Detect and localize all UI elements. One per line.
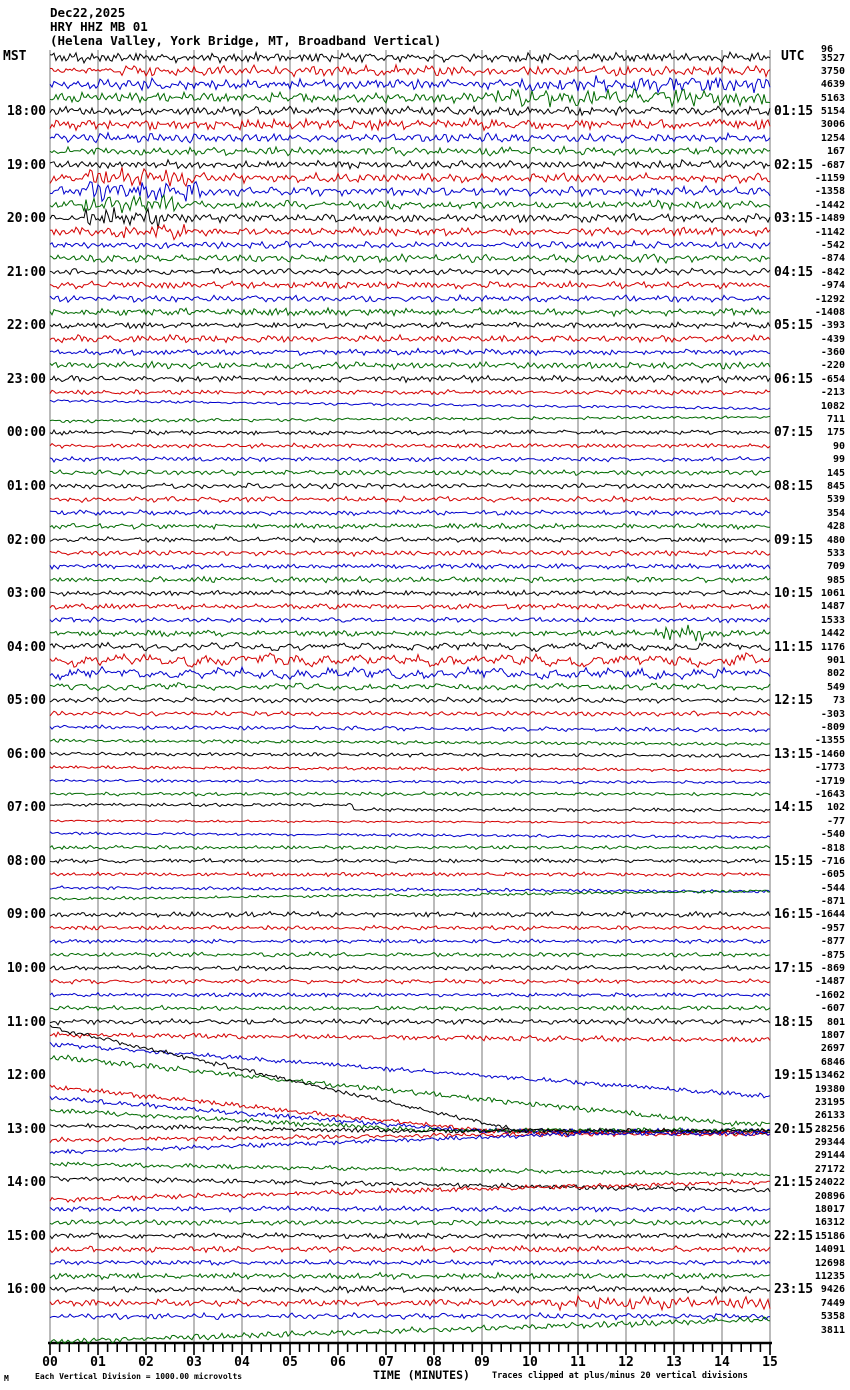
seismo-trace-0630: [50, 779, 770, 784]
seismo-trace-1530: [50, 1260, 770, 1266]
offset-value: 1082: [820, 400, 845, 412]
offset-value: 711: [826, 414, 845, 426]
utc-label-0115: 01:15: [774, 104, 814, 120]
seismo-trace-2345: [50, 416, 770, 423]
offset-value: -439: [820, 333, 845, 345]
mst-label-0100: 01:00: [6, 478, 46, 494]
seismo-trace-0400: [50, 642, 770, 651]
offset-value: 19380: [814, 1083, 845, 1095]
seismo-trace-2300: [50, 375, 770, 382]
mst-label-0200: 02:00: [6, 532, 46, 548]
seismo-trace-0415: [50, 653, 770, 667]
left-axis-header: MST: [3, 49, 27, 64]
offset-value: 20896: [814, 1190, 845, 1202]
offset-value: -1292: [814, 293, 845, 305]
utc-label-1715: 17:15: [774, 961, 814, 977]
corner-mark: M: [4, 1374, 9, 1383]
seismo-trace-1200: [50, 1025, 770, 1135]
seismo-trace-1800: [50, 106, 770, 115]
minute-label-06: 06: [330, 1355, 346, 1370]
offset-value: 901: [826, 655, 845, 667]
offset-value: 167: [826, 146, 845, 158]
mst-label-0400: 04:00: [6, 639, 46, 655]
mst-label-0800: 08:00: [6, 853, 46, 869]
mst-label-0900: 09:00: [6, 907, 46, 923]
station-location: (Helena Valley, York Bridge, MT, Broadband Vertical): [50, 33, 442, 48]
seismo-trace-0200: [50, 537, 770, 543]
overlapping-top-value: 96: [820, 44, 833, 55]
seismo-trace-1500: [50, 1233, 770, 1239]
offset-value: 2697: [820, 1043, 845, 1055]
mst-label-1400: 14:00: [6, 1175, 46, 1191]
offset-value: -1487: [814, 976, 845, 988]
seismo-trace-0015: [50, 443, 770, 448]
seismo-trace-1015: [50, 979, 770, 984]
offset-value: 3006: [820, 119, 845, 131]
offset-value: 73: [832, 695, 845, 707]
seismo-trace-2315: [50, 390, 770, 395]
seismo-trace-1115: [50, 1032, 770, 1042]
seismo-trace-0215: [50, 550, 770, 556]
offset-value: -1644: [814, 909, 845, 921]
offset-value: -1489: [814, 213, 845, 225]
seismo-trace-0045: [50, 470, 770, 476]
mst-label-1000: 10:00: [6, 961, 46, 977]
offset-value: 175: [826, 427, 845, 439]
seismo-trace-1345: [50, 1162, 770, 1176]
utc-label-0215: 02:15: [774, 157, 814, 173]
offset-value: -220: [820, 360, 845, 372]
offset-value: -303: [820, 708, 845, 720]
mst-label-0600: 06:00: [6, 746, 46, 762]
seismo-trace-0730: [50, 832, 770, 839]
x-axis-title: TIME (MINUTES): [373, 1368, 470, 1382]
offset-value: 14091: [814, 1244, 845, 1256]
clip-note: Traces clipped at plus/minus 20 vertical divisions: [492, 1371, 748, 1381]
offset-value: -1773: [814, 762, 845, 774]
seismo-trace-1700: [50, 52, 770, 63]
seismo-trace-2215: [50, 335, 770, 343]
offset-value: 549: [826, 681, 845, 693]
mst-label-1500: 15:00: [6, 1228, 46, 1244]
mst-label-1800: 18:00: [6, 104, 46, 120]
mst-label-1200: 12:00: [6, 1068, 46, 1084]
offset-value: -393: [820, 320, 845, 332]
offset-value: 29344: [814, 1137, 845, 1149]
mst-label-0700: 07:00: [6, 800, 46, 816]
seismo-trace-1900: [50, 160, 770, 169]
offset-value: 26133: [814, 1110, 845, 1122]
seismo-trace-0715: [50, 820, 770, 824]
seismo-trace-0800: [50, 859, 770, 864]
seismo-trace-0345: [50, 625, 770, 641]
seismo-trace-0945: [50, 952, 770, 957]
mst-label-1100: 11:00: [6, 1014, 46, 1030]
scale-note: Each Vertical Division = 1000.00 microvolts: [35, 1372, 243, 1381]
offset-value: 709: [826, 561, 845, 573]
offset-value: -716: [820, 855, 845, 867]
minute-label-01: 01: [90, 1355, 106, 1370]
seismo-trace-1245: [50, 1109, 770, 1133]
offset-value: -957: [820, 922, 845, 934]
offset-value: -213: [820, 387, 845, 399]
seismo-trace-0745: [50, 845, 770, 849]
offset-value: 845: [826, 480, 845, 492]
seismo-trace-0515: [50, 711, 770, 716]
offset-value: -869: [820, 963, 845, 975]
offset-value: 12698: [814, 1257, 845, 1269]
seismo-trace-2115: [50, 281, 770, 289]
station-code: HRY HHZ MB 01: [50, 19, 148, 34]
seismo-trace-1445: [50, 1219, 770, 1225]
offset-value: -1408: [814, 306, 845, 318]
offset-value: 27172: [814, 1163, 845, 1175]
seismo-trace-1630: [50, 1313, 770, 1320]
seismo-trace-2015: [50, 224, 770, 239]
seismo-trace-1000: [50, 965, 770, 970]
utc-label-1615: 16:15: [774, 907, 814, 923]
mst-label-0500: 05:00: [6, 693, 46, 709]
minute-label-02: 02: [138, 1355, 154, 1370]
seismo-trace-0145: [50, 523, 770, 529]
seismo-trace-2100: [50, 268, 770, 275]
utc-label-0815: 08:15: [774, 478, 814, 494]
seismo-trace-0315: [50, 603, 770, 609]
utc-label-1015: 10:15: [774, 586, 814, 602]
offset-value: 4639: [820, 79, 845, 91]
offset-value: -1602: [814, 989, 845, 1001]
utc-label-1515: 15:15: [774, 853, 814, 869]
offset-value: -842: [820, 266, 845, 278]
seismo-trace-0530: [50, 725, 770, 732]
offset-value: 13462: [814, 1070, 845, 1082]
mst-label-1900: 19:00: [6, 157, 46, 173]
offset-value: 801: [826, 1016, 845, 1028]
offset-value: -540: [820, 829, 845, 841]
utc-label-0315: 03:15: [774, 211, 814, 227]
offset-value: 1254: [820, 132, 845, 144]
seismo-trace-0815: [50, 872, 770, 877]
offset-value: -871: [820, 896, 845, 908]
minute-label-03: 03: [186, 1355, 202, 1370]
seismo-trace-0500: [50, 697, 770, 703]
utc-label-1215: 12:15: [774, 693, 814, 709]
seismo-trace-2145: [50, 308, 770, 316]
seismo-trace-0845: [50, 890, 770, 900]
seismo-trace-0615: [50, 766, 770, 772]
utc-label-0915: 09:15: [774, 532, 814, 548]
utc-label-2215: 22:15: [774, 1228, 814, 1244]
mst-label-1300: 13:00: [6, 1121, 46, 1137]
offset-value: 985: [826, 574, 845, 586]
utc-label-0515: 05:15: [774, 318, 814, 334]
seismo-trace-1930: [50, 182, 770, 202]
seismo-trace-1600: [50, 1286, 770, 1293]
seismo-trace-0300: [50, 590, 770, 596]
offset-value: -974: [820, 280, 845, 292]
offset-value: -654: [820, 373, 845, 385]
offset-value: 1487: [820, 601, 845, 613]
offset-value: -875: [820, 949, 845, 961]
seismo-trace-0600: [50, 752, 770, 758]
offset-value: 1533: [820, 614, 845, 626]
offset-value: 3527: [820, 52, 845, 64]
utc-label-0615: 06:15: [774, 371, 814, 387]
minute-label-14: 14: [714, 1355, 730, 1370]
minute-label-12: 12: [618, 1355, 634, 1370]
seismo-trace-2245: [50, 362, 770, 370]
seismo-trace-1645: [50, 1317, 770, 1343]
offset-value: 16312: [814, 1217, 845, 1229]
seismo-trace-1100: [50, 1018, 770, 1025]
offset-value: -360: [820, 347, 845, 359]
mst-label-0300: 03:00: [6, 586, 46, 602]
offset-value: -1442: [814, 199, 845, 211]
seismo-trace-2030: [50, 241, 770, 249]
seismo-trace-0930: [50, 939, 770, 944]
utc-label-2015: 20:15: [774, 1121, 814, 1137]
offset-value: -1355: [814, 735, 845, 747]
offset-value: 5163: [820, 92, 845, 104]
minute-label-11: 11: [570, 1355, 586, 1370]
seismo-trace-1030: [50, 993, 770, 997]
seismo-trace-1715: [50, 65, 770, 77]
offset-value: 29144: [814, 1150, 845, 1162]
offset-value: 3811: [820, 1324, 845, 1336]
offset-value: 354: [826, 507, 845, 519]
utc-label-1815: 18:15: [774, 1014, 814, 1030]
offset-value: -818: [820, 842, 845, 854]
seismo-trace-1045: [50, 1005, 770, 1011]
offset-value: 1176: [820, 641, 845, 653]
offset-value: 6846: [820, 1056, 845, 1068]
offset-value: -687: [820, 159, 845, 171]
seismo-trace-0100: [50, 483, 770, 489]
utc-label-1415: 14:15: [774, 800, 814, 816]
offset-value: -1159: [814, 173, 845, 184]
offset-value: 428: [826, 521, 845, 533]
offset-value: -1719: [814, 775, 845, 787]
offset-value: 99: [832, 454, 845, 466]
seismo-trace-0900: [50, 912, 770, 918]
offset-value: -877: [820, 936, 845, 948]
offset-value: -874: [820, 253, 845, 265]
offset-value: 90: [832, 440, 845, 452]
minute-label-09: 09: [474, 1355, 490, 1370]
mst-label-2100: 21:00: [6, 264, 46, 280]
minute-label-10: 10: [522, 1355, 538, 1370]
offset-value: 102: [826, 802, 845, 814]
seismo-trace-0245: [50, 576, 770, 582]
seismo-trace-1615: [50, 1296, 770, 1310]
seismo-trace-0700: [50, 803, 770, 812]
minute-label-13: 13: [666, 1355, 682, 1370]
offset-value: 15186: [814, 1230, 845, 1242]
offset-value: 28256: [814, 1123, 845, 1135]
minute-label-15: 15: [762, 1355, 778, 1370]
mst-label-2200: 22:00: [6, 318, 46, 334]
seismo-trace-0430: [50, 667, 770, 680]
utc-label-1315: 13:15: [774, 746, 814, 762]
seismo-trace-2130: [50, 295, 770, 302]
seismo-trace-0115: [50, 496, 770, 502]
seismo-trace-1915: [50, 167, 770, 186]
offset-value: -607: [820, 1003, 845, 1015]
seismo-trace-1945: [50, 195, 770, 213]
seismo-trace-1430: [50, 1206, 770, 1212]
utc-label-0415: 04:15: [774, 264, 814, 280]
plot-date: Dec22,2025: [50, 5, 126, 20]
seismo-trace-0130: [50, 510, 770, 516]
seismo-trace-0645: [50, 792, 770, 796]
utc-label-1915: 19:15: [774, 1068, 814, 1084]
offset-value: 5358: [820, 1311, 845, 1323]
minute-label-05: 05: [282, 1355, 298, 1370]
offset-value: 24022: [814, 1177, 845, 1189]
utc-label-2115: 21:15: [774, 1175, 814, 1191]
seismo-trace-1830: [50, 133, 770, 143]
seismo-trace-2330: [50, 400, 770, 410]
seismo-trace-1545: [50, 1273, 770, 1280]
minute-label-00: 00: [42, 1355, 58, 1370]
right-axis-header: UTC: [781, 49, 805, 64]
offset-value: -77: [826, 815, 845, 827]
offset-value: -1142: [814, 226, 845, 238]
seismo-trace-2045: [50, 254, 770, 263]
seismo-trace-1745: [50, 89, 770, 107]
offset-value: 480: [826, 534, 845, 546]
seismo-trace-1130: [50, 1042, 770, 1098]
seismo-trace-0230: [50, 563, 770, 569]
offset-value: 23195: [814, 1096, 845, 1108]
offset-value: 18017: [814, 1204, 845, 1216]
seismo-trace-1400: [50, 1177, 770, 1192]
seismo-trace-0445: [50, 683, 770, 691]
seismo-trace-1730: [50, 75, 770, 93]
offset-value: 9426: [820, 1284, 845, 1296]
mst-label-1600: 16:00: [6, 1282, 46, 1298]
minute-label-07: 07: [378, 1355, 394, 1370]
offset-value: 3750: [820, 65, 845, 77]
mst-label-2000: 20:00: [6, 211, 46, 227]
offset-value: -1460: [814, 748, 845, 760]
minute-label-04: 04: [234, 1355, 250, 1370]
seismo-trace-1845: [50, 147, 770, 156]
offset-value: 5154: [820, 106, 845, 118]
seismo-trace-2000: [50, 207, 770, 228]
mst-label-0000: 00:00: [6, 425, 46, 441]
seismo-trace-0545: [50, 739, 770, 746]
offset-value: -809: [820, 722, 845, 733]
mst-label-2300: 23:00: [6, 371, 46, 387]
seismo-trace-1145: [50, 1055, 770, 1126]
seismo-trace-1815: [50, 118, 770, 130]
offset-value: 145: [826, 467, 845, 479]
utc-label-0715: 07:15: [774, 425, 814, 441]
offset-value: -544: [820, 882, 845, 894]
seismo-trace-0915: [50, 925, 770, 930]
seismo-trace-0330: [50, 617, 770, 623]
offset-value: -1643: [814, 788, 845, 800]
utc-label-1115: 11:15: [774, 639, 814, 655]
offset-value: 1442: [820, 628, 845, 640]
offset-value: 1807: [820, 1029, 845, 1041]
offset-value: 1061: [820, 588, 845, 600]
offset-value: 802: [826, 668, 845, 680]
seismo-trace-2230: [50, 349, 770, 356]
offset-value: -605: [820, 869, 845, 881]
utc-label-2315: 23:15: [774, 1282, 814, 1298]
seismo-trace-1515: [50, 1246, 770, 1253]
seismo-trace-0000: [50, 430, 770, 435]
minute-label-08: 08: [426, 1355, 442, 1370]
offset-value: 539: [826, 494, 845, 506]
offset-value: 7449: [820, 1297, 845, 1309]
offset-value: 11235: [814, 1270, 845, 1282]
seismo-trace-2200: [50, 322, 770, 329]
offset-value: -1358: [814, 186, 845, 198]
seismo-trace-0030: [50, 457, 770, 462]
offset-value: -542: [820, 239, 845, 251]
offset-value: 533: [826, 547, 845, 559]
